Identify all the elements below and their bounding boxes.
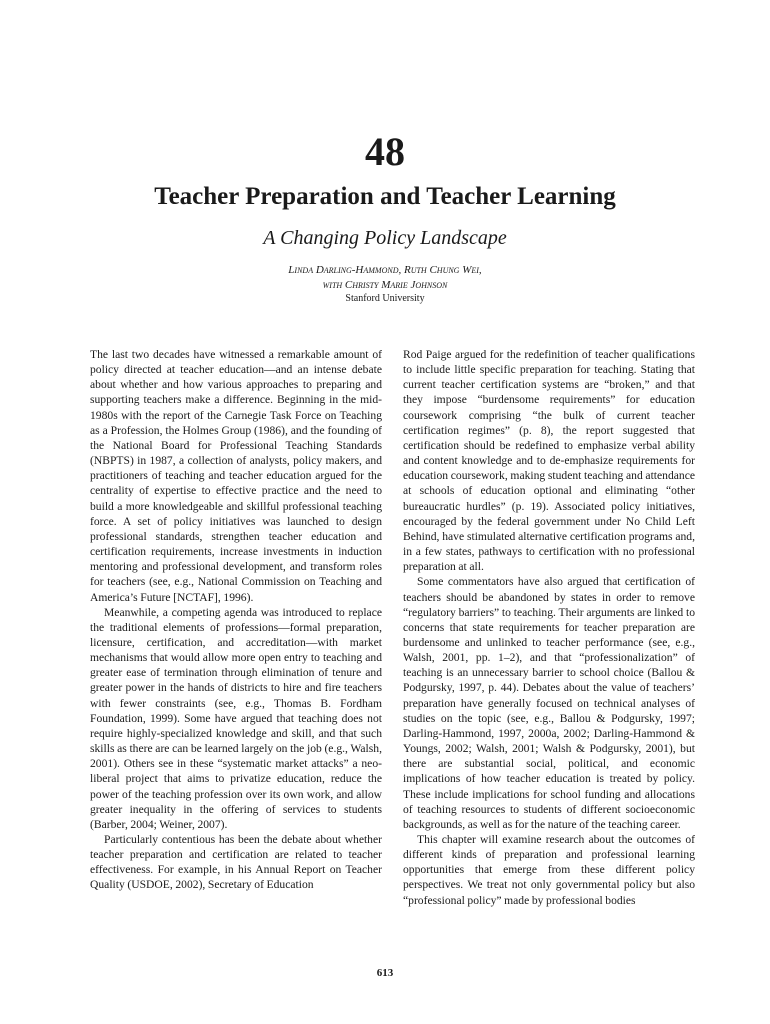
author-list: [0, 263, 770, 293]
paragraph: Some commentators have also argued that certification of teachers should be abandoned by states in order to remove “regulatory barriers” to teaching. Their arguments are linked to concerns that state requirements for teacher preparation are burdensome and unlinked to teacher performance (see, e.g., Walsh, 2001, pp. 1–2), and that “professionalization” of teaching is an unnecessary barrier to school choice (Ballou & Podgursky, 1997, p. 44). Debates about the value of teachers’ preparation have generally focused on technical analyses of studies on the topic (see, e.g., Ballou & Podgursky, 1997; Darling-Hammond, 1997, 2000a, 2002; Darling-Hammond & Youngs, 2002; Walsh, 2001; Walsh & Podgursky, 2001), but there are substantial social, political, and economic implications of how teacher education is treated by policy. These include implications for school funding and allocations of teaching resources to students of different socioeconomic backgrounds, as well as for the nature of the teaching career.: [403, 575, 695, 831]
page-number: 613: [376, 967, 394, 979]
chapter-number: 48: [365, 129, 405, 174]
paragraph: Rod Paige argued for the redefinition of teacher qualifications to include little specific preparation for teaching. Stating that current teacher certification systems are “broken,” and that they impose “burdensome requirements” for education coursework comprising “the bulk of current teacher certification regimes” (p. 8), the report suggested that certification should be redefined to emphasize verbal ability and content knowledge and to de-emphasize requirements for education coursework, making student teaching and attendance at schools of education optional and eliminating “other bureaucratic hurdles” (p. 19). Associated policy initiatives, encouraged by the federal government under No Child Left Behind, have stimulated alternative certification programs and, in a few states, pathways to certification with no professional preparation at all.: [403, 348, 695, 574]
authors-line-2: with Christy Marie Johnson: [322, 279, 448, 291]
author-affiliation: Stanford University: [345, 293, 425, 304]
paragraph: Meanwhile, a competing agenda was introduced to replace the traditional elements of professions—formal preparation, licensure, certification, and accreditation—with market mechanisms that would allow more open entry to teaching and greater ease of termination through elimination of tenure and greater power in the hands of districts to hire and fire teachers with fewer constraints (see, e.g., Thomas B. Fordham Foundation, 1999). Some have argued that teaching does not require highly-specialized knowledge and skill, and that such skills as there are can be learned largely on the job (e.g., Walsh, 2001). Others see in these “systematic market attacks” a neo-liberal project that aims to privatize education, reduce the power of the teaching profession over its own work, and allow greater inequality in the offering of services to students (Barber, 2004; Weiner, 2007).: [90, 605, 382, 831]
authors-line-1: Linda Darling-Hammond, Ruth Chung Wei,: [288, 264, 482, 276]
right-text-column: [403, 347, 695, 908]
paragraph: Particularly contentious has been the debate about whether teacher preparation and certification are related to teacher effectiveness. For example, in his Annual Report on Teacher Quality (USDOE, 2002), Secretary of Education: [90, 833, 382, 892]
chapter-subtitle: A Changing Policy Landscape: [263, 227, 507, 249]
paragraph: The last two decades have witnessed a remarkable amount of policy directed at teacher education—and an intense debate about whether and how various approaches to preparing and supporting teachers make a difference. Beginning in the mid-1980s with the report of the Carnegie Task Force on Teaching as a Profession, the Holmes Group (1986), and the founding of the National Board for Professional Teaching Standards (NBPTS) in 1987, a collection of analysts, policy makers, and practitioners of teaching and teacher education argued for the centrality of expertise to effective practice and the need to build a more knowledgeable and skillful professional teaching force. A set of policy initiatives was launched to design professional standards, strengthen teacher education and certification requirements, increase investments in induction mentoring and professional development, and transform roles for teachers (see, e.g., National Commission on Teaching and America’s Future [NCTAF], 1996).: [90, 348, 382, 604]
chapter-title: Teacher Preparation and Teacher Learning: [154, 183, 616, 210]
left-text-column: [90, 347, 382, 893]
paragraph: This chapter will examine research about the outcomes of different kinds of preparation and professional learning opportunities that emerge from these different policy perspectives. We treat not only governmental policy but also “professional policy” made by professional bodies: [403, 833, 695, 907]
